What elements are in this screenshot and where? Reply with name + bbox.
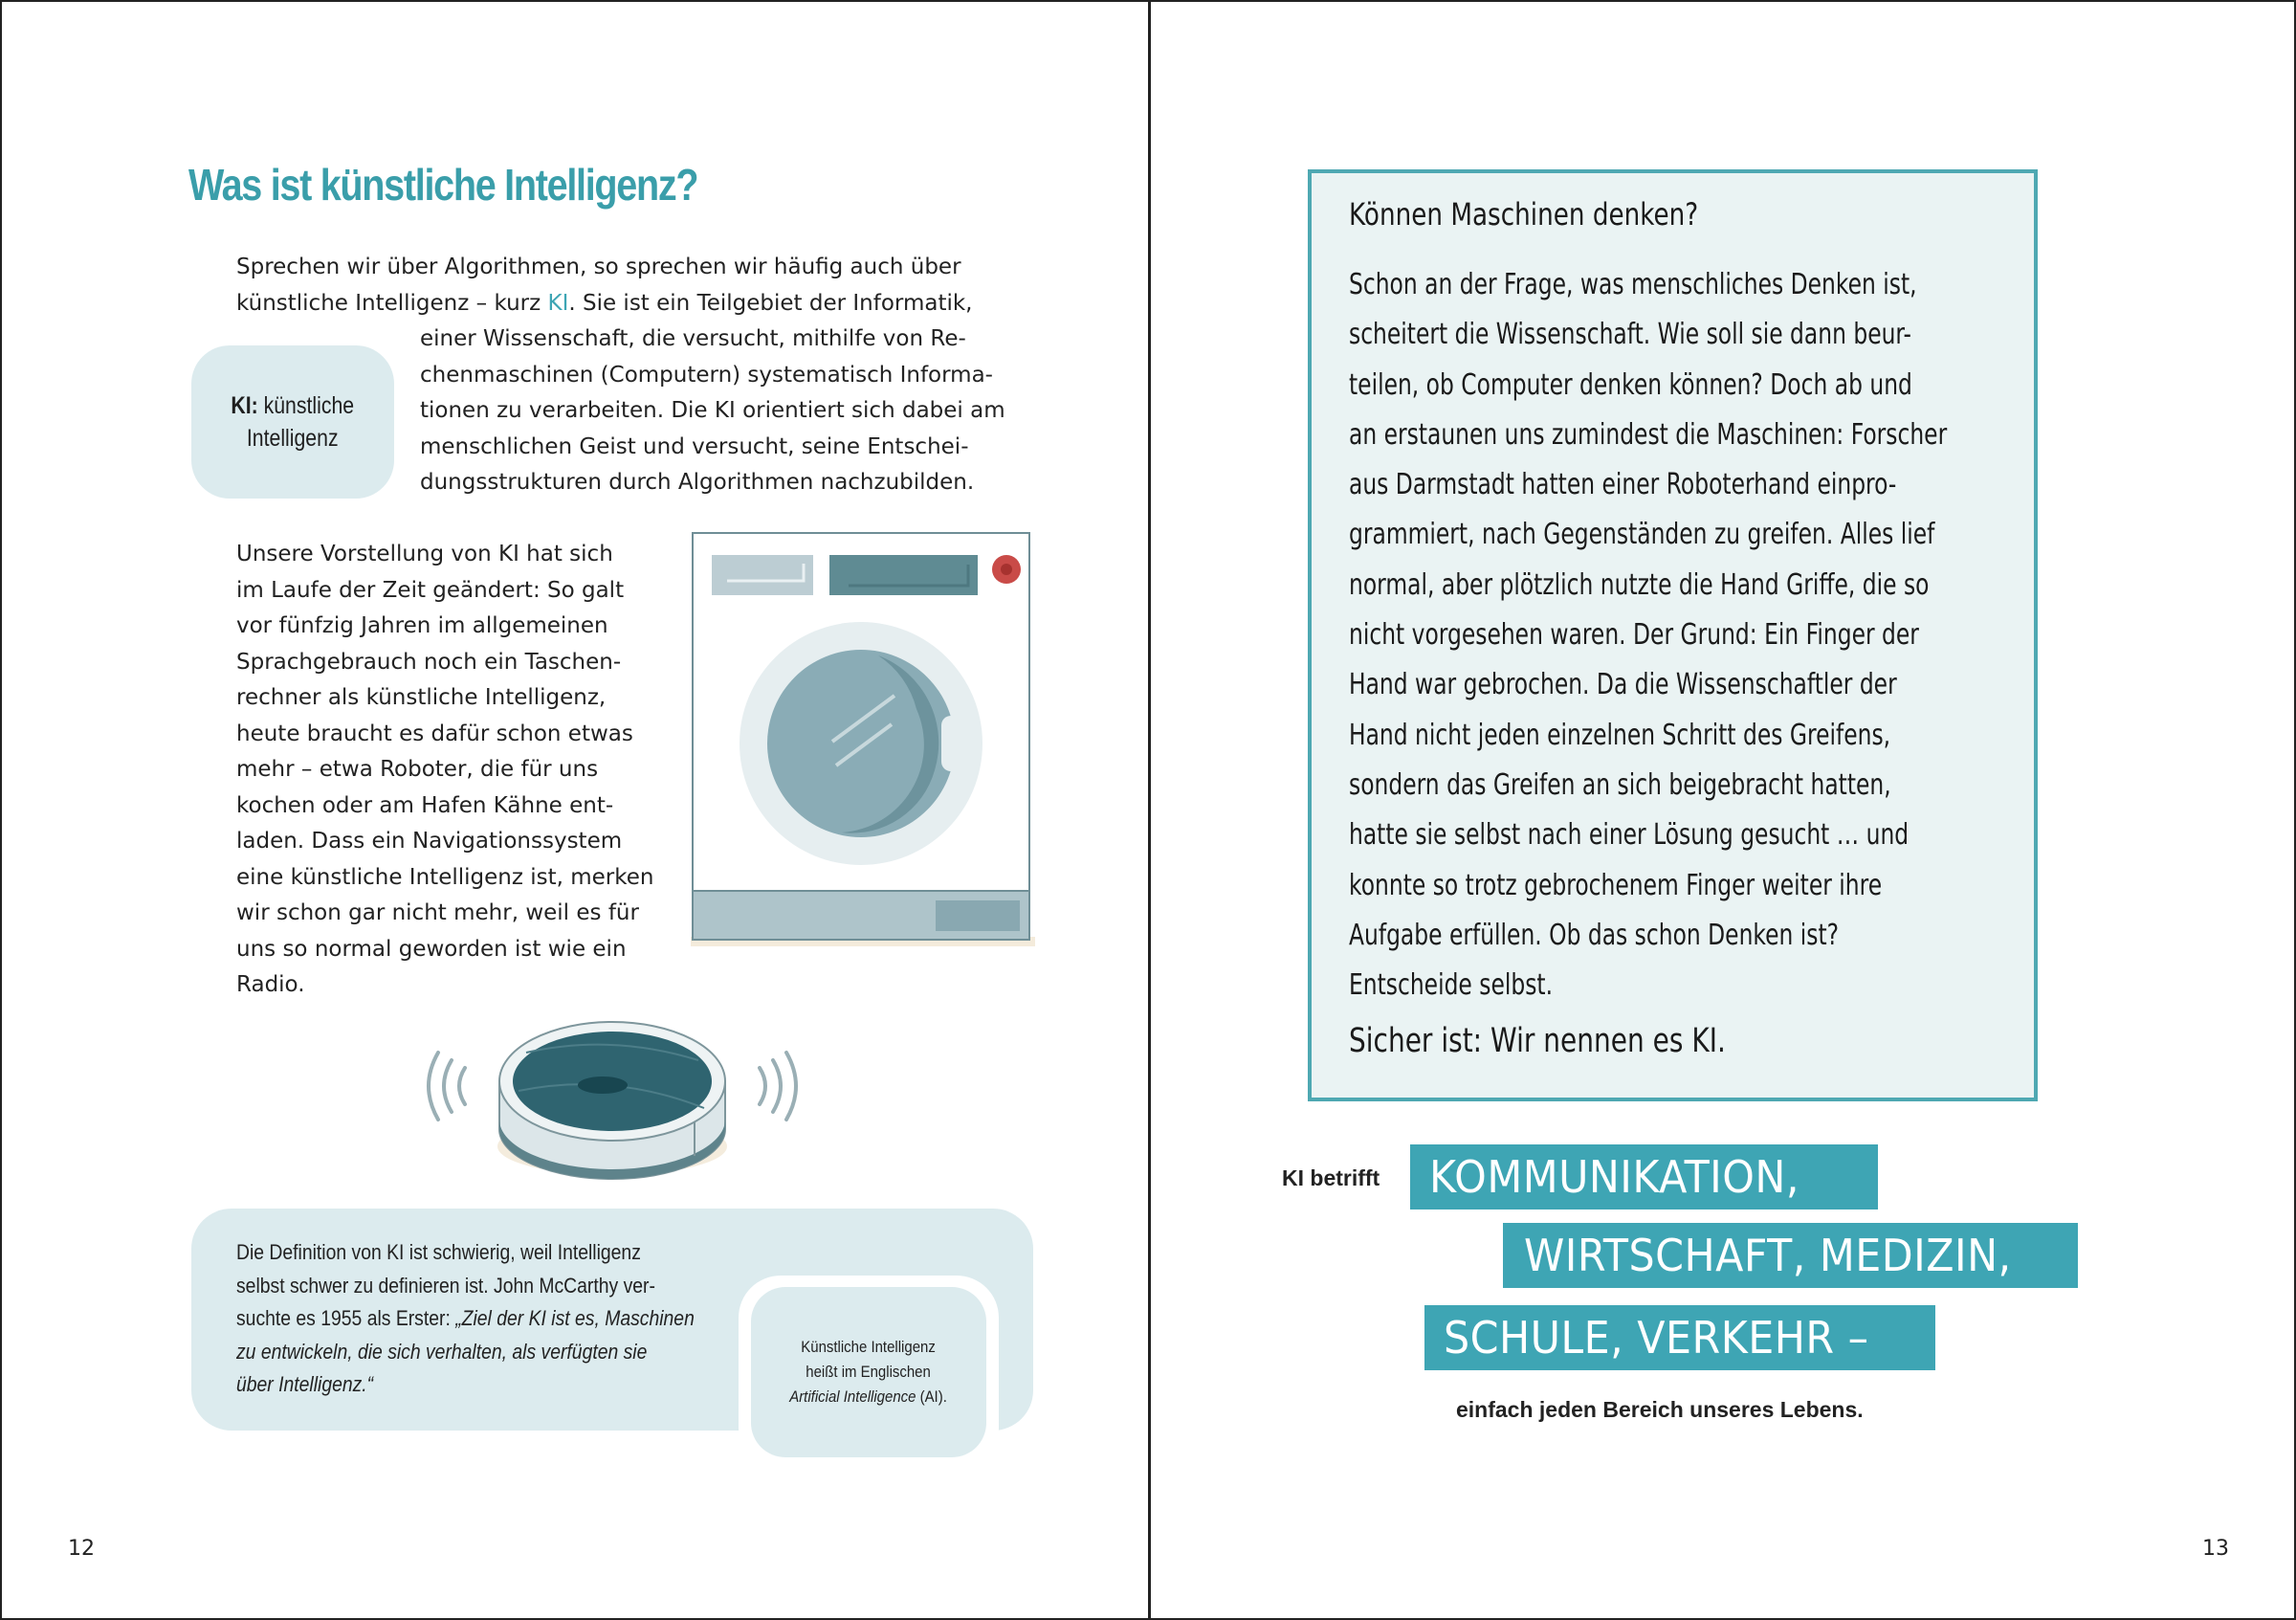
highlight-band (1410, 1144, 1878, 1209)
band-text: SCHULE, VERKEHR – (1444, 1312, 1869, 1364)
paragraph-line: Unsere Vorstellung von KI hat sich (236, 542, 613, 566)
box-line: Aufgabe erfüllen. Ob das schon Denken ist? (1349, 918, 1840, 952)
paragraph-line: eine künstliche Intelligenz ist, merken (236, 864, 654, 890)
box-line: Hand nicht jeden einzelnen Schritt des Greifens, (1349, 718, 1891, 752)
band-text: KOMMUNIKATION, (1429, 1151, 1799, 1203)
paragraph-line: mehr – etwa Roboter, die für uns (236, 757, 599, 782)
paragraph-line: Radio. (236, 972, 305, 997)
box-line: konnte so trotz gebrochenem Finger weiter ihre (1349, 868, 1883, 902)
paragraph-line: kochen oder am Hafen Kähne ent- (236, 792, 614, 818)
paragraph-line: vor fünfzig Jahren im allgemeinen (236, 613, 608, 638)
intro-line: chenmaschinen (Computern) systematisch Informa- (420, 362, 993, 388)
affects-ending: einfach jeden Bereich unseres Lebens. (1456, 1397, 1864, 1422)
intro-line: menschlichen Geist und versucht, seine Entschei- (420, 433, 969, 459)
box-line: hatte sie selbst nach einer Lösung gesucht … und (1349, 818, 1910, 853)
page-title: Was ist künstliche Intelligenz? (188, 160, 698, 210)
box-body (1349, 260, 1947, 1010)
definition-line: selbst schwer zu definieren ist. John McCarthy ver- (236, 1273, 655, 1298)
intro-line: einer Wissenschaft, die versucht, mithilfe von Re- (420, 326, 966, 351)
box-closing: Sicher ist: Wir nennen es KI. (1349, 1022, 1726, 1060)
page-number-left: 12 (68, 1537, 95, 1561)
box-line: Entscheide selbst. (1349, 968, 1554, 1003)
affects-label: KI betrifft (1282, 1165, 1380, 1190)
box-line: an erstaunen uns zumindest die Maschinen: Forscher (1349, 417, 1948, 452)
intro-line: tionen zu verarbeiten. Die KI orientiert sich dabei am (420, 398, 1005, 423)
definition-text-plain: suchte es 1955 als Erster: (236, 1306, 456, 1330)
page-number-right: 13 (2202, 1537, 2229, 1561)
glossary-definition: Intelligenz (247, 425, 339, 452)
box-line: teilen, ob Computer denken können? Doch ab und (1349, 367, 1912, 402)
box-line: grammiert, nach Gegenständen zu greifen. Alles lief (1349, 518, 1935, 552)
definition-line: Die Definition von KI ist schwierig, weil Intelligenz (236, 1240, 641, 1264)
mccarthy-quote: zu entwickeln, die sich verhalten, als verfügten sie (236, 1339, 648, 1364)
ai-note-line: (AI). (916, 1387, 948, 1406)
box-line: sondern das Greifen an sich beigebracht hatten, (1349, 767, 1891, 802)
paragraph-line: im Laufe der Zeit geändert: So galt (236, 577, 625, 603)
ai-note-line: Künstliche Intelligenz (801, 1338, 937, 1356)
paragraph-line: heute braucht es dafür schon etwas (236, 721, 633, 746)
box-line: aus Darmstadt hatten einer Roboterhand einpro- (1349, 468, 1897, 502)
intro-text: künstliche Intelligenz – kurz (236, 290, 548, 316)
paragraph-line: Sprachgebrauch noch ein Taschen- (236, 649, 622, 675)
paragraph-line: wir schon gar nicht mehr, weil es für (236, 900, 639, 925)
box-title: Können Maschinen denken? (1349, 196, 1699, 233)
box-line: nicht vorgesehen waren. Der Grund: Ein Finger der (1349, 618, 1919, 653)
intro-line: dungsstrukturen durch Algorithmen nachzubilden. (420, 470, 975, 495)
box-line: Hand war gebrochen. Da die Wissenschaftler der (1349, 668, 1897, 702)
ai-term: Artificial Intelligence (789, 1387, 916, 1406)
mccarthy-quote: über Intelligenz.“ (236, 1372, 374, 1396)
glossary-term: KI: (231, 392, 258, 419)
paragraph-line: rechner als künstliche Intelligenz, (236, 685, 607, 710)
box-line: normal, aber plötzlich nutzte die Hand Griffe, die so (1349, 567, 1930, 602)
highlight-band (1424, 1305, 1935, 1370)
band-text: WIRTSCHAFT, MEDIZIN, (1524, 1230, 2012, 1281)
paragraph-line: laden. Dass ein Navigationssystem (236, 829, 623, 854)
box-line: Schon an der Frage, was menschliches Denken ist, (1349, 268, 1917, 301)
highlight-band (1503, 1223, 2078, 1288)
ai-note-line: heißt im Englischen (806, 1363, 932, 1381)
glossary-definition: künstliche (257, 392, 355, 419)
intro-line: Sprechen wir über Algorithmen, so sprechen wir häufig auch über (236, 255, 961, 279)
box-line: scheitert die Wissenschaft. Wie soll sie dann beur- (1349, 318, 1911, 352)
intro-text: . Sie ist ein Teilgebiet der Informatik, (568, 290, 973, 316)
mccarthy-quote: „Ziel der KI ist es, Maschinen (455, 1306, 695, 1330)
ki-keyword: KI (547, 290, 569, 316)
paragraph-line: uns so normal geworden ist wie ein (236, 936, 627, 962)
